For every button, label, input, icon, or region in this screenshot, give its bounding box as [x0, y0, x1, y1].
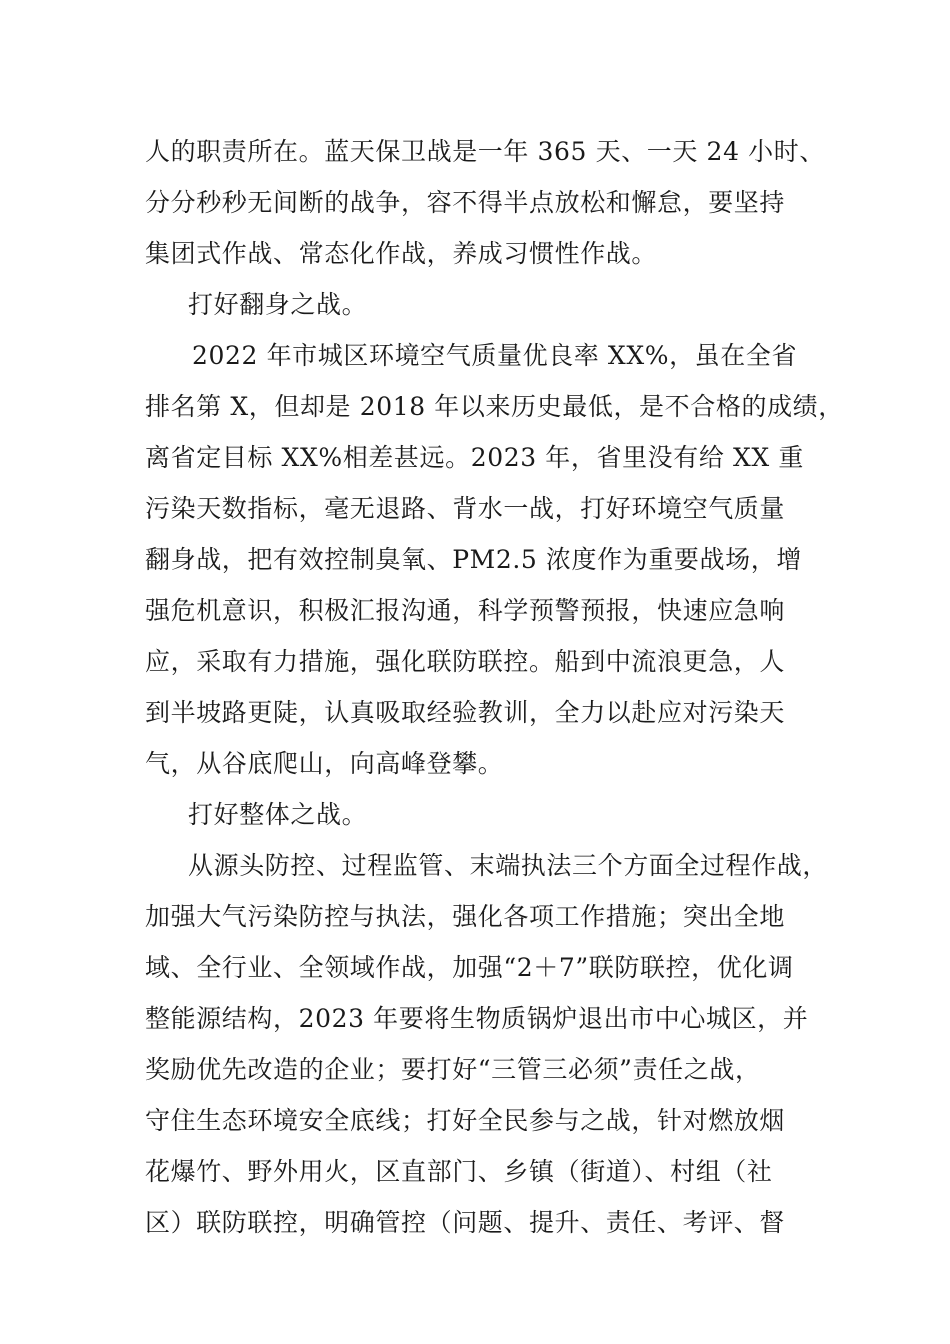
text-line: 域、全行业、全领域作战，加强“2＋7”联防联控，优化调 — [145, 953, 794, 982]
text-line: 加强大气污染防控与执法，强化各项工作措施；突出全地 — [145, 902, 786, 931]
section-heading-fanshen: 打好翻身之战。 — [188, 290, 368, 319]
text-line: 人的职责所在。蓝天保卫战是一年 365 天、一天 24 小时、 — [145, 137, 825, 166]
text-line: 集团式作战、常态化作战，养成习惯性作战。 — [145, 239, 658, 268]
text-line: 整能源结构，2023 年要将生物质锅炉退出市中心城区，并 — [145, 1004, 809, 1033]
section-heading-zhengti: 打好整体之战。 — [188, 800, 368, 829]
text-line: 气，从谷底爬山，向高峰登攀。 — [145, 749, 504, 778]
text-line: 强危机意识，积极汇报沟通，科学预警预报，快速应急响 — [145, 596, 786, 625]
text-line: 2022 年市城区环境空气质量优良率 XX%，虽在全省 — [192, 341, 798, 370]
text-line: 分分秒秒无间断的战争，容不得半点放松和懈怠，要坚持 — [145, 188, 786, 217]
text-line: 应，采取有力措施，强化联防联控。船到中流浪更急，人 — [145, 647, 786, 676]
text-line: 守住生态环境安全底线；打好全民参与之战，针对燃放烟 — [145, 1106, 786, 1135]
text-line: 到半坡路更陡，认真吸取经验教训，全力以赴应对污染天 — [145, 698, 786, 727]
text-line: 奖励优先改造的企业；要打好“三管三必须”责任之战， — [145, 1055, 761, 1084]
text-line: 从源头防控、过程监管、末端执法三个方面全过程作战， — [188, 851, 829, 880]
text-line: 区）联防联控，明确管控（问题、提升、责任、考评、督 — [145, 1208, 786, 1237]
text-line: 污染天数指标，毫无退路、背水一战，打好环境空气质量 — [145, 494, 786, 523]
text-line: 花爆竹、野外用火，区直部门、乡镇（街道）、村组（社 — [145, 1157, 773, 1186]
text-line: 排名第 X，但却是 2018 年以来历史最低，是不合格的成绩， — [145, 392, 844, 421]
text-line: 离省定目标 XX%相差甚远。2023 年，省里没有给 XX 重 — [145, 443, 804, 472]
document-body — [145, 126, 844, 1248]
text-line: 翻身战，把有效控制臭氧、PM2.5 浓度作为重要战场，增 — [145, 545, 802, 574]
